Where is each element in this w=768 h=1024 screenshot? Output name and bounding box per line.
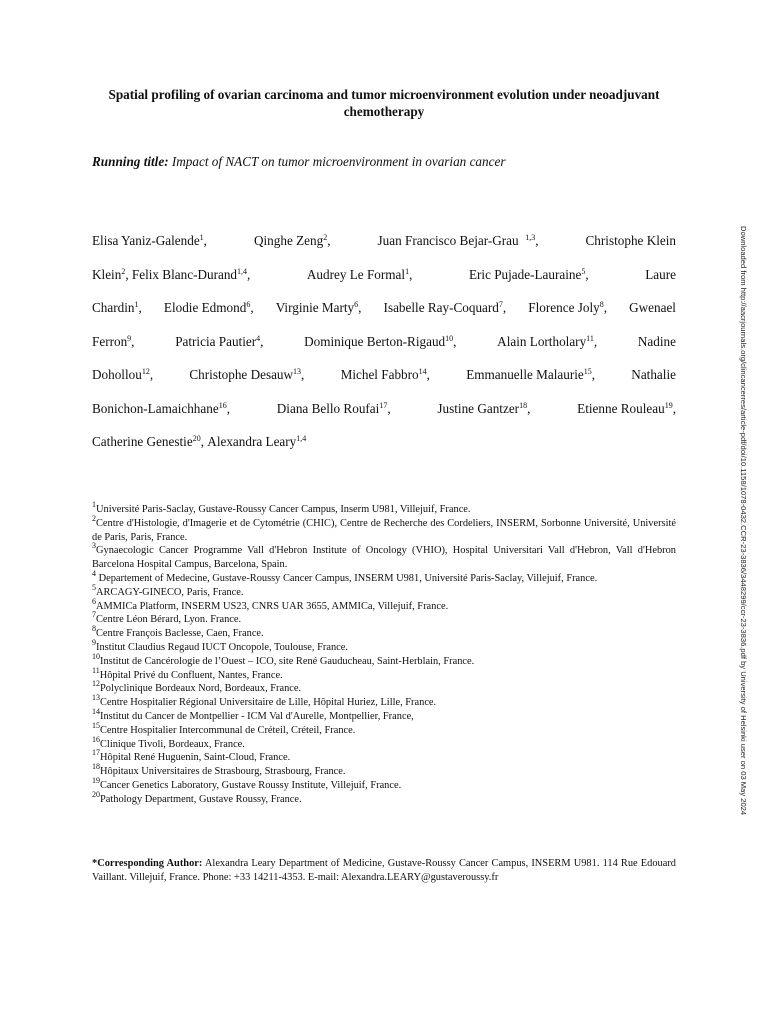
author: Patricia Pautier$^4$,: [175, 333, 264, 349]
author-line: [92, 233, 676, 267]
author-line: [92, 334, 676, 368]
affiliation: $^{12}$Polyclinique Bordeaux Nord, Bordeaux, France.: [92, 679, 302, 695]
author: Chardin$^1$,: [92, 300, 142, 315]
author: Juan Francisco Bejar-Grau $^{1,3}$,: [377, 233, 539, 248]
affiliation: $^{17}$Hôpital René Huguenin, Saint-Cloud, France.: [92, 748, 291, 764]
author: Florence Joly$^8$,: [528, 300, 608, 315]
affiliation: $^1$Université Paris-Saclay, Gustave-Roussy Cancer Campus, Inserm U981, Villejuif, France.: [92, 500, 471, 515]
author-list: [92, 233, 676, 468]
affiliation: $^8$Centre François Baclesse, Caen, France.: [92, 624, 264, 640]
affiliation: $^{19}$Cancer Genetics Laboratory, Gustave Roussy Institute, Villejuif, France.: [92, 775, 402, 791]
running-title-text: Impact of NACT on tumor microenvironment in ovarian cancer: [171, 154, 506, 169]
affiliation: $^7$Centre Léon Bérard, Lyon. France.: [92, 610, 242, 626]
author: Alexandra Leary$^{1,4}$: [207, 434, 307, 449]
author: Christophe Klein: [585, 233, 676, 248]
affiliation: $^{14}$Institut du Cancer de Montpellier - ICM Val d'Aurelle, Montpellier, France,: [92, 706, 414, 722]
paper-title: Spatial profiling of ovarian carcinoma and tumor microenvironment evolution under neoadjuvant chemotherapy: [108, 87, 660, 119]
author: Eric Pujade-Lauraine$^5$,: [468, 266, 589, 282]
affiliation: $^{13}$Centre Hospitalier Régional Universitaire de Lille, Hôpital Huriez, Lille, France.: [92, 693, 437, 709]
author: Christophe Desauw$^{13}$,: [189, 367, 305, 382]
author-line: [92, 367, 676, 401]
affiliation: $^9$Institut Claudius Regaud IUCT Oncopole, Toulouse, France.: [92, 637, 348, 653]
author: Ferron$^9$,: [92, 333, 135, 349]
corresponding-author-label: *Corresponding Author:: [92, 858, 203, 869]
author-line: [92, 401, 676, 435]
author: Nathalie: [631, 367, 676, 382]
author: Laure: [645, 266, 676, 282]
author: Michel Fabbro$^{14}$,: [340, 367, 430, 382]
affiliation: $^5$ARCAGY-GINECO, Paris, France.: [92, 582, 244, 598]
author: Alain Lortholary$^{11}$,: [497, 333, 598, 349]
author: Isabelle Ray-Coquard$^7$,: [383, 300, 507, 315]
author: Catherine Genestie$^{20}$,: [92, 434, 208, 449]
affiliation: $^4$ Departement of Medecine, Gustave-Roussy Cancer Campus, INSERM U981, Université Paris-Saclay, Villejuif, France.: [92, 568, 598, 584]
affiliation: $^{11}$Hôpital Privé du Confluent, Nantes, France.: [92, 665, 283, 681]
affiliation: $^{15}$Centre Hospitalier Intercommunal de Créteil, Créteil, France.: [92, 720, 356, 736]
author: Bonichon-Lamaichhane$^{16}$,: [92, 400, 230, 416]
author: Dohollou$^{12}$,: [92, 367, 154, 382]
author: Virginie Marty$^6$,: [275, 300, 362, 315]
author: Dominique Berton-Rigaud$^{10}$,: [304, 333, 457, 349]
corresponding-author: [92, 857, 676, 885]
running-title: [92, 154, 692, 170]
author: Audrey Le Formal$^1$,: [306, 266, 413, 282]
author: Diana Bello Roufai$^{17}$,: [276, 400, 391, 416]
affiliation: $^3$Gynaecologic Cancer Programme Vall d'Hebron Institute of Oncology (VHIO), Hospital Universitari Vall d'Hebron, Vall d'Hebron Barcelona Hospital Campus, Barcelona, Spain.: [92, 541, 676, 571]
author: Elodie Edmond$^6$,: [163, 300, 254, 315]
author: Nadine: [637, 333, 676, 349]
affiliation: $^2$Centre d'Histologie, d'Imagerie et de Cytométrie (CHIC), Centre de Recherche des Cordeliers, INSERM, Sorbonne Université, Université de Paris, Paris, France.: [92, 513, 676, 543]
running-title-label: Running title:: [92, 154, 169, 169]
corresponding-author-text: Alexandra Leary Department of Medicine, Gustave-Roussy Cancer Campus, INSERM U981. 114 Rue Edouard Vaillant. Villejuif, France. Phone: +33 14211-4353. E-mail: Alexandra.LEARY@gustaveroussy.fr: [92, 858, 676, 883]
affiliation: $^6$AMMICa Platform, INSERM US23, CNRS UAR 3655, AMMICa, Villejuif, France.: [92, 596, 449, 612]
author: Elisa Yaniz-Galende$^1$,: [92, 233, 207, 248]
author: Qinghe Zeng$^2$,: [253, 233, 331, 248]
author-line: [92, 267, 676, 301]
author-line: [92, 300, 676, 334]
author: Klein$^2$, Felix Blanc-Durand$^{1,4}$,: [92, 266, 251, 282]
author: Justine Gantzer$^{18}$,: [437, 400, 531, 416]
affiliation: $^{10}$Institut de Cancérologie de l’Ouest – ICO, site René Gauducheau, Saint-Herblain, France.: [92, 651, 475, 667]
affiliation: $^{16}$Clinique Tivoli, Bordeaux, France.: [92, 734, 245, 750]
author-line: [92, 434, 676, 468]
affiliation-list: [92, 500, 676, 807]
download-watermark: Downloaded from http://aacrjournals.org/clincancerres/article-pdf/doi/10.1158/1078-0432.CCR-23-3836/3448299/ccr-23-3836.pdf by University of Helsinki user on 03 May 2024: [739, 226, 748, 816]
author: Gwenael: [629, 300, 676, 315]
affiliation: $^{20}$Pathology Department, Gustave Roussy, France.: [92, 789, 302, 805]
affiliation: $^{18}$Hôpitaux Universitaires de Strasbourg, Strasbourg, France.: [92, 762, 346, 778]
author: Emmanuelle Malaurie$^{15}$,: [466, 367, 596, 382]
author: Etienne Rouleau$^{19}$,: [577, 400, 676, 416]
